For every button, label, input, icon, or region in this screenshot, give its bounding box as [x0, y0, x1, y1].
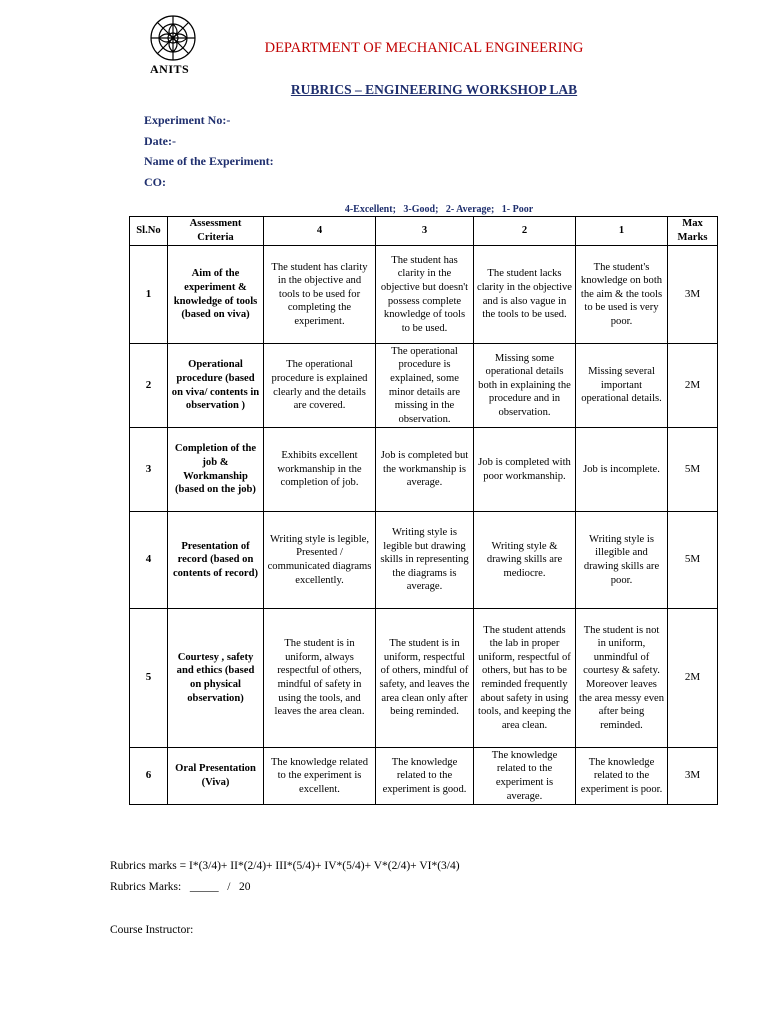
header-score-2: 2: [474, 217, 576, 246]
row-criteria: Completion of the job & Workmanship (based on the job): [168, 428, 264, 512]
table-header-row: [130, 217, 718, 246]
header-score-1: 1: [576, 217, 668, 246]
row-sl: 6: [130, 748, 168, 805]
header-score-4: 4: [264, 217, 376, 246]
row-max-marks: 5M: [668, 512, 718, 609]
row-sl: 3: [130, 428, 168, 512]
row-score-3: The operational procedure is explained, some minor details are missing in the observation.: [376, 344, 474, 428]
row-score-4: The student has clarity in the objective and tools to be used for completing the experiment.: [264, 246, 376, 344]
row-sl: 5: [130, 609, 168, 748]
row-score-1: Writing style is illegible and drawing skills are poor.: [576, 512, 668, 609]
row-score-4: The operational procedure is explained clearly and the details are covered.: [264, 344, 376, 428]
row-criteria: Aim of the experiment & knowledge of tools (based on viva): [168, 246, 264, 344]
table-row: [130, 609, 718, 748]
row-criteria: Oral Presentation (Viva): [168, 748, 264, 805]
row-score-4: The student is in uniform, always respectful of others, mindful of safety in using the tools, and leaves the area clean.: [264, 609, 376, 748]
experiment-fields: [144, 110, 274, 192]
row-sl: 4: [130, 512, 168, 609]
row-score-1: Job is incomplete.: [576, 428, 668, 512]
row-score-2: Writing style & drawing skills are mediocre.: [474, 512, 576, 609]
logo-text: ANITS: [150, 62, 190, 76]
row-score-2: Missing some operational details both in explaining the procedure and in observation.: [474, 344, 576, 428]
table-row: [130, 428, 718, 512]
row-score-2: Job is completed with poor workmanship.: [474, 428, 576, 512]
row-score-3: Writing style is legible but drawing skills in representing the diagrams is average.: [376, 512, 474, 609]
row-sl: 2: [130, 344, 168, 428]
row-score-4: Exhibits excellent workmanship in the completion of job.: [264, 428, 376, 512]
row-max-marks: 3M: [668, 748, 718, 805]
row-max-marks: 3M: [668, 246, 718, 344]
department-title: DEPARTMENT OF MECHANICAL ENGINEERING: [264, 40, 584, 56]
row-score-3: The student is in uniform, respectful of others, mindful of safety, and leaves the area clean only after being reminded.: [376, 609, 474, 748]
header-score-3: 3: [376, 217, 474, 246]
row-score-2: The student attends the lab in proper uniform, respectful of others, but has to be reminded frequently about safety in using tools, and keeping the area clean.: [474, 609, 576, 748]
page-title: RUBRICS – ENGINEERING WORKSHOP LAB: [290, 82, 578, 97]
rubric-table: [129, 216, 718, 805]
score-legend: 4-Excellent; 3-Good; 2- Average; 1- Poor: [344, 204, 534, 215]
row-max-marks: 2M: [668, 344, 718, 428]
row-score-1: The knowledge related to the experiment is poor.: [576, 748, 668, 805]
table-row: [130, 748, 718, 805]
header-criteria: Assessment Criteria: [168, 217, 264, 246]
experiment-no-label: Experiment No:-: [144, 113, 231, 127]
rubrics-formula: Rubrics marks = I*(3/4)+ II*(2/4)+ III*(5/4)+ IV*(5/4)+ V*(2/4)+ VI*(3/4): [110, 860, 460, 872]
row-max-marks: 2M: [668, 609, 718, 748]
rubrics-marks: Rubrics Marks: _____ / 20: [110, 881, 251, 893]
row-criteria: Presentation of record (based on contents of record): [168, 512, 264, 609]
row-score-1: The student is not in uniform, unmindful of courtesy & safety. Moreover leaves the area messy even after being reminded.: [576, 609, 668, 748]
experiment-name-label: Name of the Experiment:: [144, 154, 274, 168]
date-label: Date:-: [144, 133, 176, 148]
row-sl: 1: [130, 246, 168, 344]
course-instructor-label: Course Instructor:: [110, 924, 194, 936]
table-row: [130, 344, 718, 428]
row-criteria: Courtesy , safety and ethics (based on physical observation): [168, 609, 264, 748]
row-score-1: The student's knowledge on both the aim & the tools to be used is very poor.: [576, 246, 668, 344]
row-score-3: The student has clarity in the objective but doesn't possess complete knowledge of tools to be used.: [376, 246, 474, 344]
table-row: [130, 246, 718, 344]
row-score-4: Writing style is legible, Presented / communicated diagrams excellently.: [264, 512, 376, 609]
row-criteria: Operational procedure (based on viva/ contents in observation ): [168, 344, 264, 428]
row-score-3: Job is completed but the workmanship is average.: [376, 428, 474, 512]
row-max-marks: 5M: [668, 428, 718, 512]
co-label: CO:: [144, 174, 166, 189]
row-score-4: The knowledge related to the experiment is excellent.: [264, 748, 376, 805]
header-max-marks: Max Marks: [668, 217, 718, 246]
row-score-2: The knowledge related to the experiment is average.: [474, 748, 576, 805]
row-score-3: The knowledge related to the experiment is good.: [376, 748, 474, 805]
table-row: [130, 512, 718, 609]
row-score-1: Missing several important operational details.: [576, 344, 668, 428]
header-sl: Sl.No: [130, 217, 168, 246]
row-score-2: The student lacks clarity in the objective and is also vague in the tools to be used.: [474, 246, 576, 344]
